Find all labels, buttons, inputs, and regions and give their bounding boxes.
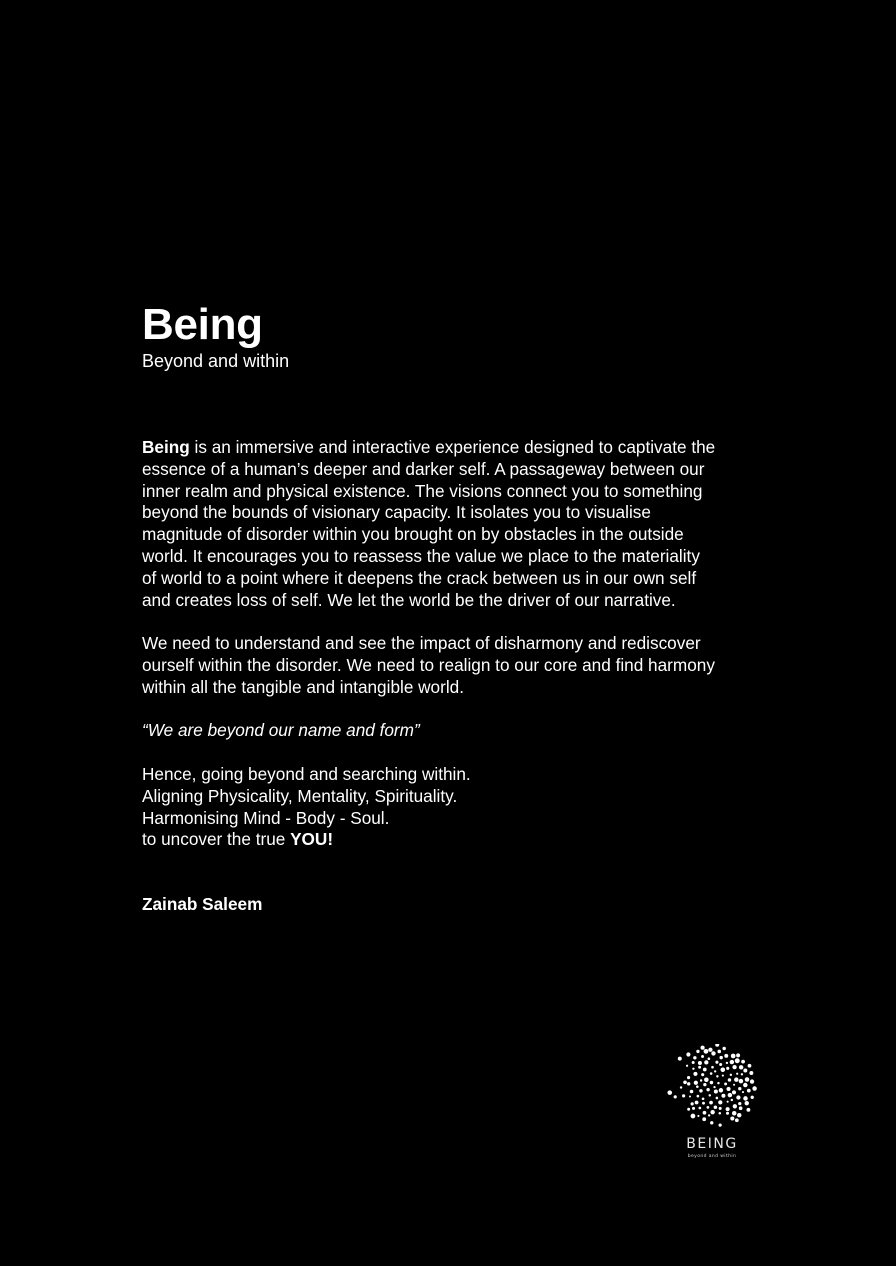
logo-dot [711, 1051, 715, 1055]
logo-dot [726, 1107, 730, 1111]
logo-dot [690, 1090, 694, 1094]
logo-dot [713, 1086, 715, 1088]
logo-dot [667, 1090, 672, 1095]
logo-dot [724, 1082, 727, 1085]
logo-dot [703, 1068, 707, 1072]
logo-dot [696, 1050, 699, 1053]
logo-dot [697, 1115, 699, 1117]
logo-dot [686, 1052, 690, 1056]
logo-dot [708, 1048, 712, 1052]
logo-dot [719, 1056, 722, 1059]
logo-dot [752, 1086, 756, 1090]
intro-line: world. It encourages you to reassess the value we place to the materiality [142, 545, 700, 566]
logo-dot [746, 1108, 750, 1112]
logo-dot [710, 1072, 713, 1075]
logo-dot [718, 1100, 722, 1104]
logo-dot [726, 1067, 729, 1070]
dotted-sphere-icon [660, 1044, 764, 1134]
logo-dot [715, 1061, 718, 1064]
logo-dot [730, 1116, 734, 1120]
logo-dot [691, 1114, 696, 1119]
logo-dot [745, 1077, 750, 1082]
logo-dot [730, 1074, 732, 1076]
logo-dot [736, 1095, 740, 1099]
paragraph2-line: within all the tangible and intangible world. [142, 676, 464, 697]
logo-dot [717, 1050, 721, 1054]
logo-dot [741, 1060, 745, 1064]
logo-dot [733, 1104, 737, 1108]
logo-dot [721, 1094, 725, 1098]
intro-line: essence of a human’s deeper and darker self. A passageway between our [142, 458, 705, 479]
logo-dot [708, 1114, 710, 1116]
closing-last-text: to uncover the true [142, 829, 291, 850]
page-title: Being [142, 300, 263, 349]
logo-dot [750, 1079, 754, 1083]
logo-dot [751, 1096, 754, 1099]
page-subtitle: Beyond and within [142, 351, 290, 371]
logo-dot [738, 1102, 741, 1105]
logo-dot [708, 1057, 711, 1060]
logo-dot [742, 1091, 744, 1093]
quote-text: “We are beyond our name and form” [142, 720, 420, 741]
logo-dot [719, 1112, 722, 1115]
logo-dot [709, 1094, 711, 1096]
logo-dot [733, 1084, 735, 1086]
logo-dot [692, 1107, 695, 1110]
logo-dot [689, 1095, 691, 1097]
author-name: Zainab Saleem [142, 894, 263, 914]
logo-dot [697, 1095, 700, 1098]
logo-dot [732, 1111, 736, 1115]
logo-dot [706, 1088, 709, 1091]
logo-dot [719, 1088, 723, 1092]
logo-dot [739, 1079, 744, 1084]
logo-dot [734, 1077, 738, 1081]
logo-dot [726, 1087, 730, 1091]
paragraph-gap [142, 742, 762, 764]
intro-line: of world to a point where it deepens the crack between us in our own self [142, 567, 697, 588]
logo-dot [714, 1090, 718, 1094]
logo-dot [704, 1078, 709, 1083]
logo-dot [699, 1089, 702, 1092]
logo-dot [674, 1095, 677, 1098]
logo-dot [709, 1101, 713, 1105]
closing-line [142, 829, 762, 851]
paragraph-gap [142, 611, 762, 633]
intro-line: magnitude of disorder within you brought on by obstacles in the outside [142, 524, 684, 545]
logo-dot [715, 1044, 719, 1047]
logo-dot [700, 1079, 702, 1081]
logo-dot [722, 1047, 725, 1050]
logo-dot [702, 1102, 705, 1105]
logo-dot [735, 1058, 740, 1063]
logo-dot [714, 1105, 718, 1109]
logo-dot [692, 1061, 695, 1064]
closing-emphasis: YOU! [290, 829, 334, 850]
logo-dot [731, 1054, 736, 1059]
logo-dot [743, 1068, 747, 1072]
logo-dot [727, 1101, 729, 1103]
logo-dot [710, 1081, 714, 1085]
logo-dot [703, 1083, 706, 1086]
paragraph2-line: We need to understand and see the impact of disharmony and rediscover [142, 633, 701, 654]
logo-dot [747, 1089, 751, 1093]
closing-line: Hence, going beyond and searching within. [142, 763, 471, 784]
logo-dot [736, 1073, 738, 1075]
logo-tagline: beyond and within [687, 1154, 737, 1159]
logo-dot [728, 1093, 732, 1097]
logo-dot [728, 1078, 731, 1081]
logo-dot [687, 1082, 690, 1085]
logo-dot [693, 1056, 696, 1059]
logo-dot [680, 1086, 682, 1088]
logo-dot [699, 1107, 702, 1110]
logo-dot [738, 1087, 741, 1090]
logo-dot [710, 1121, 713, 1124]
logo-dot [696, 1085, 699, 1088]
logo-dot [704, 1060, 708, 1064]
logo-dot [716, 1075, 718, 1077]
logo-dot [692, 1068, 694, 1070]
logo-dot [732, 1090, 736, 1094]
logo-dot [724, 1054, 728, 1058]
logo-dot [683, 1080, 687, 1084]
closing-line: Harmonising Mind - Body - Soul. [142, 807, 390, 828]
logo-dot [745, 1101, 749, 1105]
logo-dot [730, 1060, 734, 1064]
logo-dot [701, 1073, 704, 1076]
logo-dot [691, 1102, 694, 1105]
logo-dot [749, 1071, 753, 1075]
logo-dot [698, 1061, 702, 1065]
logo-dot [720, 1067, 725, 1072]
logo-dot [726, 1112, 729, 1115]
logo-dot [736, 1053, 740, 1057]
logo-dot [719, 1107, 722, 1110]
being-logo [660, 1044, 764, 1168]
logo-dot [678, 1057, 682, 1061]
logo-dot [739, 1106, 743, 1110]
logo-dot [714, 1070, 716, 1072]
logo-wordmark: BEING [686, 1136, 738, 1152]
logo-dot [743, 1083, 748, 1088]
intro-line: beyond the bounds of visionary capacity. It isolates you to visualise [142, 502, 651, 523]
intro-lead-word: Being [142, 437, 190, 457]
logo-dot [687, 1076, 690, 1079]
logo-dot [704, 1049, 709, 1054]
logo-dot [693, 1072, 697, 1076]
intro-line: inner realm and physical existence. The visions connect you to something [142, 480, 703, 501]
logo-dot [682, 1094, 685, 1097]
logo-dot [687, 1108, 690, 1111]
logo-dot [731, 1099, 733, 1101]
closing-line: Aligning Physicality, Mentality, Spirituality. [142, 785, 458, 806]
logo-dot [719, 1063, 722, 1066]
intro-line: and creates loss of self. We let the world be the driver of our narrative. [142, 589, 676, 610]
logo-dot [732, 1065, 736, 1069]
logo-dot [702, 1117, 706, 1121]
intro-line [142, 437, 762, 459]
logo-dot [686, 1065, 688, 1067]
logo-dot [701, 1046, 705, 1050]
logo-dot [703, 1111, 707, 1115]
logo-dot [711, 1066, 714, 1069]
logo-dot [710, 1110, 714, 1114]
logo-dot [698, 1066, 701, 1069]
logo-dot [717, 1082, 719, 1084]
intro-line-text: is an immersive and interactive experience designed to captivate the [189, 437, 716, 457]
logo-dot [726, 1062, 728, 1064]
logo-dot [741, 1073, 743, 1075]
logo-dot [702, 1097, 705, 1100]
logo-dot [707, 1106, 710, 1109]
logo-dot [695, 1101, 699, 1105]
logo-dot [694, 1081, 698, 1085]
logo-dot [748, 1064, 752, 1068]
paragraph2-line: ourself within the disorder. We need to realign to our core and find harmony [142, 654, 715, 675]
logo-dot [716, 1097, 719, 1100]
logo-dot [719, 1123, 722, 1126]
logo-dot [739, 1065, 743, 1069]
logo-dot [701, 1055, 704, 1058]
logo-dot [737, 1113, 741, 1117]
logo-dot [743, 1096, 748, 1101]
paragraph-gap [142, 699, 762, 721]
logo-dot [735, 1118, 739, 1122]
logo-dot [722, 1075, 724, 1077]
body-text [142, 437, 762, 851]
